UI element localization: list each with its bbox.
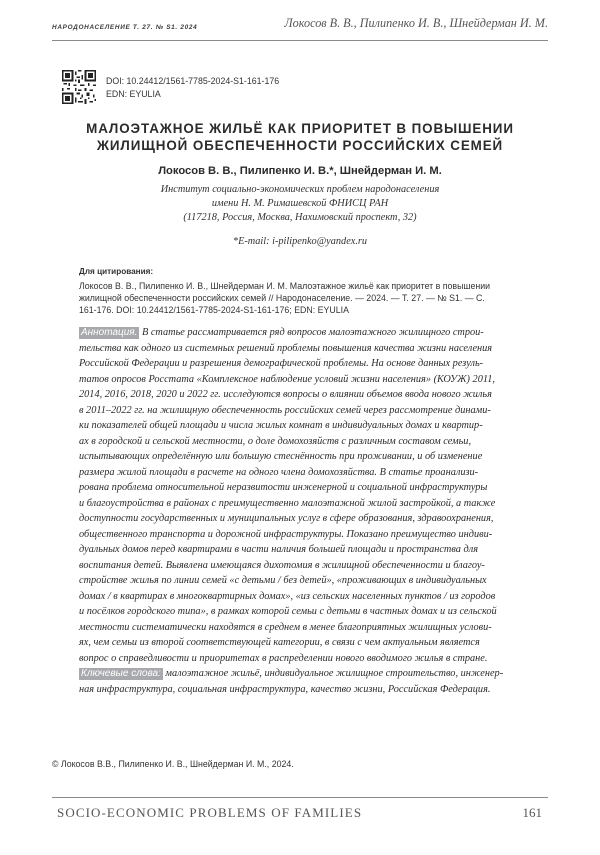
abstract-line: ях, чем семьи из второй соответствующей категории, в связи с чем актуальным является [79, 637, 480, 648]
email[interactable]: *E-mail: i-pilipenko@yandex.ru [232, 236, 368, 247]
citation-line-2: жилищной обеспеченности российских семей // Народонаселение. — 2024. — Т. 27. — № S1. — С. [79, 293, 485, 304]
abstract-line: размера жилой площади в расчете на одного члена домохозяйства. В статье проанализи- [79, 466, 479, 478]
header-rule [52, 40, 548, 41]
abstract-line: местности систематически находятся в среднем в менее благоприятных жилищных услови- [79, 621, 492, 633]
abstract-line: вопрос о справедливости и приоритетах в распределении нового вводимого жилья в стране. [79, 652, 488, 664]
footer-rule [52, 797, 548, 798]
abstract-line: испытывающих определённую или большую стеснённость при проживании, и об изменение [79, 451, 483, 462]
abstract-line: воспитания детей. Выявлена имеющаяся дихотомия в жилищной обеспеченности и благоу- [79, 559, 485, 571]
abstract-line: тельства как одного из системных решений проблемы повышения качества жизни населения [79, 342, 493, 354]
abstract-line [79, 325, 549, 341]
abstract-line: ки показателей общей площади и числа жилых комнат в индивидуальных домах и квартир- [79, 420, 483, 431]
title-line-2: ЖИЛИЩНОЙ ОБЕСПЕЧЕННОСТИ РОССИЙСКИХ СЕМЕЙ [96, 138, 504, 153]
abstract-line: дуальных домов перед квартирами в части наличия большей площади и пространства для [79, 544, 478, 555]
copyright: © Локосов В.В., Пилипенко И. В., Шнейдерман И. М., 2024. [52, 759, 294, 769]
doi-text[interactable]: DOI: 10.24412/1561-7785-2024-S1-161-176 [106, 76, 280, 86]
authors-running-title: Локосов В. В., Пилипенко И. В., Шнейдерман И. М. [284, 16, 548, 30]
affiliation-line-1: Институт социально-экономических проблем народонаселения [160, 184, 440, 195]
title-line-1: МАЛОЭТАЖНОЕ ЖИЛЬЁ КАК ПРИОРИТЕТ В ПОВЫШЕНИИ [86, 121, 514, 136]
keywords-first-line-text: малоэтажное жильё, индивидуальное жилищное строительство, инженер- [162, 668, 504, 679]
abstract-line: ах в городской и сельской местности, о доле домохозяйств с различным составом семьи, [79, 435, 472, 447]
abstract-line: татов опросов Росстата «Комплексное наблюдение условий жизни населения» (КОУЖ) 2011, [79, 373, 495, 385]
citation-text [79, 280, 547, 317]
affiliation-line-3: (117218, Россия, Москва, Нахимовский проспект, 32) [183, 212, 417, 223]
qr-code-icon [62, 70, 96, 104]
page-number: 161 [522, 805, 542, 820]
abstract-line: стройстве жилья по линии семей «с детьми / без детей», «проживающих в индивидуальных [79, 575, 487, 586]
citation-line-1: Локосов В. В., Пилипенко И. В., Шнейдерман И. М. Малоэтажное жильё как приоритет в повышении [79, 281, 491, 291]
authors-line: Локосов В. В., Пилипенко И. В.*, Шнейдерман И. М. [158, 165, 442, 177]
keywords-line [79, 666, 549, 682]
keywords-label: Ключевые слова: [81, 668, 161, 679]
edn-text: EDN: EYULIA [106, 88, 161, 99]
abstract-line: 2014, 2016, 2018, 2020 и 2022 гг. исследуются вопросы о влиянии объемов ввода нового жилья [79, 389, 492, 400]
abstract-line: доступности государственных и муниципальных услуг в сфере образования, здравоохранения, [79, 513, 494, 524]
abstract [79, 325, 549, 697]
citation-line-3: 161-176. DOI: 10.24412/1561-7785-2024-S1-161-176; EDN: EYULIA [79, 305, 349, 316]
doi-block [106, 75, 279, 100]
abstract-label: Аннотация. [81, 327, 138, 338]
running-header [52, 14, 548, 30]
affiliation-line-2: имени Н. М. Римашевской ФНИСЦ РАН [211, 198, 389, 209]
journal-running-title: НАРОДОНАСЕЛЕНИЕ Т. 27. № S1. 2024 [52, 24, 198, 31]
article-title [52, 120, 548, 154]
abstract-first-line-text: В статье рассматривается ряд вопросов малоэтажного жилищного строи- [139, 327, 484, 338]
abstract-line: в 2011–2022 гг. на жилищную обеспеченность российских семей через рассмотрение динами- [79, 404, 491, 416]
abstract-line: Российской Федерации и разрешения демографической проблемы. На основе данных резуль- [79, 358, 484, 369]
abstract-line: домах / в квартирах в многоквартирных домах», «из сельских населенных пунктов / из городов [79, 590, 496, 602]
abstract-line: и посёлков городского типа», в рамках которой семьи с детьми в частных домах и из сельской [79, 606, 497, 617]
abstract-line: общественного транспорта и дорожной инфраструктуры. Показано преимущество индиви- [79, 528, 493, 540]
footer-journal-title: SOCIO-ECONOMIC PROBLEMS OF FAMILIES [57, 805, 363, 820]
abstract-line: и благоустройства в районах с преимущественно малоэтажной жилой застройкой, а также [79, 497, 496, 509]
affiliation [52, 183, 548, 225]
abstract-line: рована проблема относительной неразвитости инженерной и социальной инфраструктуры [79, 482, 488, 493]
citation-label: Для цитирования: [79, 267, 154, 276]
keywords-line: ная инфраструктура, социальная инфраструктура, качество жизни, Российская Федерация. [79, 683, 491, 695]
